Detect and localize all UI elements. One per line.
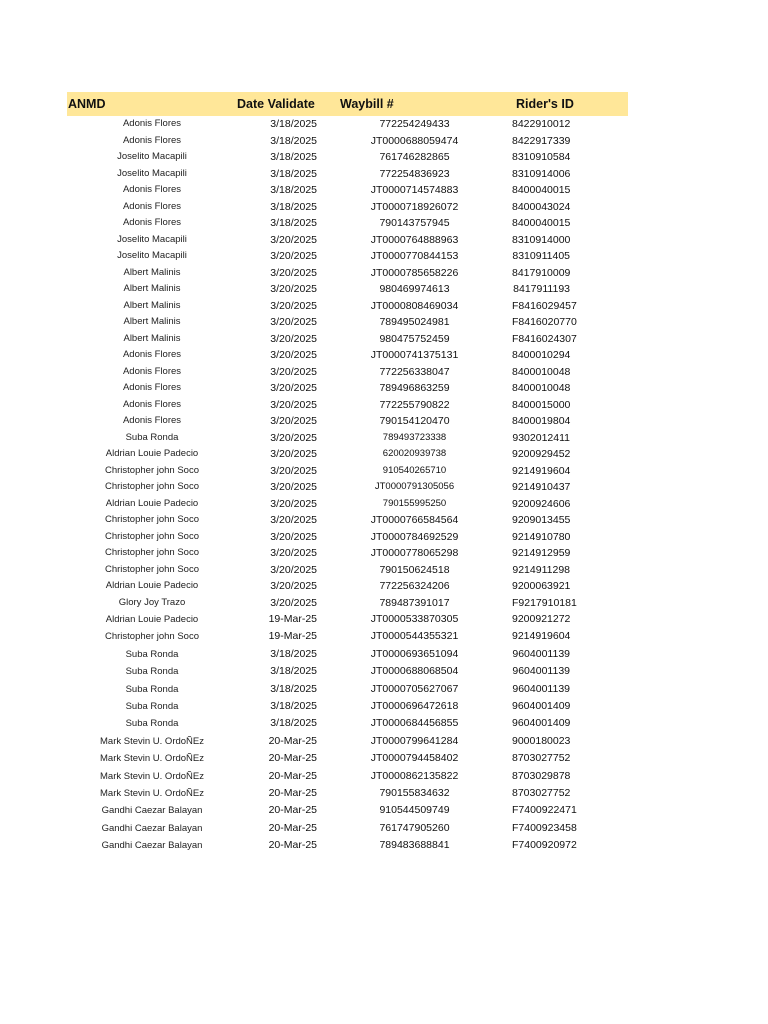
rider-id-cell[interactable]: 9214919604 [512, 464, 571, 477]
table-row [67, 768, 628, 785]
date-cell[interactable]: 20-Mar-25 [268, 839, 317, 852]
rider-id-cell[interactable]: 9604001409 [512, 717, 571, 730]
waybill-cell[interactable]: JT0000684456855 [370, 717, 459, 730]
waybill-cell[interactable]: JT0000696472618 [370, 700, 459, 713]
anmd-cell[interactable]: Aldrian Louie Padecio [105, 580, 199, 591]
rider-id-cell[interactable]: 8703029878 [512, 769, 571, 782]
waybill-cell[interactable]: 772256324206 [379, 580, 450, 592]
table-body [67, 116, 628, 855]
date-cell[interactable]: 20-Mar-25 [268, 769, 317, 782]
table-row [67, 479, 628, 496]
rider-id-cell[interactable]: 9200921272 [512, 613, 571, 625]
date-cell[interactable]: 3/18/2025 [270, 717, 317, 730]
waybill-cell[interactable]: JT0000791305056 [374, 481, 455, 492]
waybill-cell[interactable]: 761746282865 [379, 151, 450, 163]
waybill-cell[interactable]: JT0000693651094 [370, 647, 459, 660]
header-rider-id[interactable]: Rider's ID [512, 92, 628, 116]
anmd-cell[interactable]: Adonis Flores [122, 398, 182, 410]
table-row [67, 331, 628, 348]
table-row [67, 750, 628, 767]
date-cell[interactable]: 19-Mar-25 [268, 630, 317, 643]
rider-id-cell[interactable]: 8310914000 [512, 233, 571, 246]
date-cell[interactable]: 3/20/2025 [270, 448, 317, 460]
header-date-validate[interactable]: Date Validate [237, 92, 337, 116]
rider-id-cell[interactable]: 8703027752 [512, 752, 571, 765]
waybill-cell[interactable]: JT0000766584564 [370, 514, 459, 526]
table-row [67, 681, 628, 698]
anmd-cell[interactable]: Albert Malinis [123, 332, 181, 344]
waybill-cell[interactable]: JT0000785658226 [370, 266, 459, 279]
rider-id-cell[interactable]: 9000180023 [512, 734, 571, 747]
rider-id-cell[interactable]: F8416024307 [512, 332, 577, 345]
anmd-cell[interactable]: Adonis Flores [122, 415, 182, 426]
rider-id-cell[interactable]: 9200924606 [512, 497, 571, 510]
waybill-cell[interactable]: 789493723338 [382, 431, 447, 443]
table-row [67, 149, 628, 166]
rider-id-cell[interactable]: 8400040015 [512, 217, 571, 229]
rider-id-cell[interactable]: F7400920972 [512, 839, 577, 852]
waybill-cell[interactable]: 789495024981 [379, 316, 450, 328]
anmd-cell[interactable]: Christopher john Soco [105, 514, 199, 525]
waybill-cell[interactable]: JT0000778065298 [370, 547, 459, 559]
date-cell[interactable]: 3/20/2025 [270, 415, 317, 427]
rider-id-cell[interactable]: F8416029457 [512, 299, 577, 312]
table-row [67, 364, 628, 381]
date-cell[interactable]: 3/20/2025 [270, 398, 317, 411]
date-cell[interactable]: 3/20/2025 [270, 382, 317, 394]
date-cell[interactable]: 3/20/2025 [270, 299, 317, 312]
table-row [67, 715, 628, 732]
anmd-cell[interactable]: Joselito Macapili [117, 250, 187, 261]
table-row [67, 837, 628, 854]
anmd-cell[interactable]: Adonis Flores [122, 365, 182, 377]
rider-id-cell[interactable]: F8416020770 [512, 316, 577, 328]
table-row [67, 463, 628, 480]
date-cell[interactable]: 3/18/2025 [270, 118, 317, 130]
anmd-cell[interactable]: Adonis Flores [122, 382, 182, 393]
date-cell[interactable]: 3/18/2025 [270, 700, 317, 713]
rider-id-cell[interactable]: 8400010048 [512, 382, 571, 394]
anmd-cell[interactable]: Christopher john Soco [105, 563, 199, 575]
table-row [67, 413, 628, 430]
waybill-cell[interactable]: JT0000784692529 [370, 530, 459, 543]
waybill-cell[interactable]: JT0000770844153 [370, 250, 459, 262]
anmd-cell[interactable]: Suba Ronda [125, 666, 179, 678]
anmd-cell[interactable]: Gandhi Caezar Balayan [101, 840, 203, 852]
table-row [67, 698, 628, 715]
waybill-cell[interactable]: 761747905260 [379, 821, 450, 834]
rider-id-cell[interactable]: 8417910009 [512, 266, 571, 279]
rider-id-cell[interactable]: 9604001409 [512, 700, 571, 713]
table-row [67, 182, 628, 199]
rider-id-cell[interactable]: 8400043024 [512, 200, 571, 213]
rider-id-cell[interactable]: 8417911193 [513, 283, 570, 295]
table-row [67, 611, 628, 628]
anmd-cell[interactable]: Joselito Macapili [117, 233, 187, 245]
table-row [67, 733, 628, 750]
waybill-cell[interactable]: 789496863259 [379, 382, 450, 394]
date-cell[interactable]: 20-Mar-25 [268, 821, 317, 834]
anmd-cell[interactable]: Adonis Flores [122, 200, 182, 212]
waybill-cell[interactable]: 772254249433 [379, 118, 450, 130]
date-cell[interactable]: 20-Mar-25 [268, 734, 317, 747]
anmd-cell[interactable]: Christopher john Soco [105, 530, 199, 542]
anmd-cell[interactable]: Suba Ronda [125, 718, 179, 730]
date-cell[interactable]: 3/20/2025 [270, 563, 317, 576]
table-row [67, 802, 628, 819]
anmd-cell[interactable]: Suba Ronda [125, 701, 179, 713]
anmd-cell[interactable]: Mark Stevin U. OrdoÑEz [100, 788, 204, 800]
table-row [67, 215, 628, 232]
rider-id-cell[interactable]: 9214919604 [512, 630, 571, 643]
anmd-cell[interactable]: Mark Stevin U. OrdoÑEz [100, 770, 204, 782]
rider-id-cell[interactable]: 8422910012 [512, 118, 571, 130]
table-row [67, 446, 628, 463]
rider-id-cell[interactable]: 9214910780 [512, 530, 571, 543]
waybill-cell[interactable]: 790154120470 [379, 415, 450, 427]
date-cell[interactable]: 3/20/2025 [270, 596, 317, 609]
table-row [67, 595, 628, 612]
anmd-cell[interactable]: Gandhi Caezar Balayan [101, 822, 203, 834]
anmd-cell[interactable]: Joselito Macapili [117, 151, 187, 162]
rider-id-cell[interactable]: 8400040015 [512, 184, 571, 196]
rider-id-cell[interactable]: 9604001139 [512, 647, 570, 660]
rider-id-cell[interactable]: 8400010048 [512, 365, 571, 378]
spreadsheet [67, 92, 628, 855]
table-row [67, 166, 628, 183]
waybill-cell[interactable]: 790143757945 [379, 217, 450, 229]
table-row [67, 430, 628, 447]
anmd-cell[interactable]: Suba Ronda [125, 683, 179, 695]
anmd-cell[interactable]: Albert Malinis [123, 316, 181, 327]
date-cell[interactable]: 3/20/2025 [270, 250, 317, 262]
waybill-cell[interactable]: 772256338047 [379, 365, 450, 378]
rider-id-cell[interactable]: 8400010294 [512, 349, 571, 361]
table-row [67, 397, 628, 414]
anmd-cell[interactable]: Christopher john Soco [105, 631, 199, 643]
waybill-cell[interactable]: JT0000862135822 [370, 769, 459, 782]
table-row [67, 380, 628, 397]
waybill-cell[interactable]: 980469974613 [379, 283, 450, 295]
anmd-cell[interactable]: Adonis Flores [122, 134, 182, 146]
anmd-cell[interactable]: Adonis Flores [122, 184, 182, 195]
waybill-cell[interactable]: JT0000718926072 [370, 200, 459, 213]
table-row [67, 562, 628, 579]
rider-id-cell[interactable]: 9302012411 [512, 431, 570, 444]
table-row [67, 347, 628, 364]
anmd-cell[interactable]: Aldrian Louie Padecio [105, 614, 199, 625]
date-cell[interactable]: 3/18/2025 [270, 665, 317, 678]
table-row [67, 820, 628, 837]
table-row [67, 529, 628, 546]
date-cell[interactable]: 3/20/2025 [270, 365, 317, 378]
anmd-cell[interactable]: Adonis Flores [122, 217, 182, 228]
anmd-cell[interactable]: Gandhi Caezar Balayan [101, 805, 203, 817]
date-cell[interactable]: 3/20/2025 [270, 431, 317, 444]
rider-id-cell[interactable]: 9214911298 [512, 563, 570, 576]
rider-id-cell[interactable]: 8310914006 [512, 167, 571, 180]
table-row [67, 116, 628, 133]
waybill-table [67, 92, 628, 855]
waybill-cell[interactable]: 790155834632 [379, 787, 450, 800]
anmd-cell[interactable]: Joselito Macapili [117, 167, 187, 179]
waybill-cell[interactable]: JT0000533870305 [370, 613, 459, 625]
waybill-cell[interactable]: JT0000688068504 [370, 665, 459, 678]
rider-id-cell[interactable]: 8400019804 [512, 415, 571, 427]
date-cell[interactable]: 3/18/2025 [270, 217, 317, 229]
date-cell[interactable]: 3/20/2025 [270, 266, 317, 279]
anmd-cell[interactable]: Albert Malinis [123, 266, 181, 278]
date-cell[interactable]: 3/18/2025 [270, 134, 317, 147]
rider-id-cell[interactable]: 8703027752 [512, 787, 571, 800]
waybill-cell[interactable]: 910544509749 [379, 804, 450, 817]
rider-id-cell[interactable]: 9209013455 [512, 514, 571, 526]
date-cell[interactable]: 3/18/2025 [270, 184, 317, 196]
rider-id-cell[interactable]: 8310910584 [512, 151, 571, 163]
date-cell[interactable]: 3/18/2025 [270, 200, 317, 213]
anmd-cell[interactable]: Christopher john Soco [105, 464, 199, 476]
waybill-cell[interactable]: JT0000688059474 [370, 134, 459, 147]
waybill-cell[interactable]: 790150624518 [379, 563, 450, 576]
waybill-cell[interactable]: 620020939738 [382, 448, 447, 459]
date-cell[interactable]: 20-Mar-25 [268, 804, 317, 817]
rider-id-cell[interactable]: 9214912959 [512, 547, 571, 559]
anmd-cell[interactable]: Adonis Flores [122, 349, 182, 360]
table-row [67, 314, 628, 331]
table-row [67, 248, 628, 265]
waybill-cell[interactable]: 772255790822 [379, 398, 450, 411]
anmd-cell[interactable]: Aldrian Louie Padecio [105, 448, 199, 459]
date-cell[interactable]: 3/20/2025 [270, 481, 317, 493]
header-anmd[interactable]: ANMD [67, 92, 237, 116]
rider-id-cell[interactable]: 9200929452 [512, 448, 571, 460]
waybill-cell[interactable]: JT0000741375131 [370, 349, 459, 361]
table-row [67, 298, 628, 315]
table-row [67, 512, 628, 529]
anmd-cell[interactable]: Glory Joy Trazo [118, 596, 186, 608]
anmd-cell[interactable]: Mark Stevin U. OrdoÑEz [100, 735, 204, 747]
date-cell[interactable]: 3/20/2025 [270, 233, 317, 246]
waybill-cell[interactable]: JT0000544355321 [370, 630, 459, 643]
header-row [67, 92, 628, 116]
date-cell[interactable]: 3/20/2025 [270, 530, 317, 543]
table-row [67, 628, 628, 645]
rider-id-cell[interactable]: F7400923458 [512, 821, 577, 834]
date-cell[interactable]: 3/20/2025 [270, 547, 317, 559]
waybill-cell[interactable]: JT0000799641284 [370, 734, 459, 747]
rider-id-cell[interactable]: 8400015000 [512, 398, 571, 411]
date-cell[interactable]: 3/18/2025 [270, 167, 317, 180]
date-cell[interactable]: 3/20/2025 [270, 349, 317, 361]
anmd-cell[interactable]: Christopher john Soco [105, 547, 199, 558]
anmd-cell[interactable]: Christopher john Soco [105, 481, 199, 492]
date-cell[interactable]: 3/20/2025 [270, 316, 317, 328]
waybill-cell[interactable]: JT0000794458402 [370, 752, 459, 765]
table-row [67, 281, 628, 298]
table-row [67, 496, 628, 513]
date-cell[interactable]: 20-Mar-25 [268, 752, 317, 765]
waybill-cell[interactable]: JT0000764888963 [370, 233, 459, 246]
date-cell[interactable]: 3/20/2025 [270, 580, 317, 592]
date-cell[interactable]: 3/18/2025 [270, 682, 317, 695]
anmd-cell[interactable]: Suba Ronda [125, 431, 179, 443]
date-cell[interactable]: 19-Mar-25 [268, 613, 317, 625]
date-cell[interactable]: 20-Mar-25 [268, 787, 317, 800]
table-row [67, 545, 628, 562]
rider-id-cell[interactable]: F9217910181 [512, 596, 577, 609]
table-row [67, 133, 628, 150]
anmd-cell[interactable]: Albert Malinis [123, 283, 181, 294]
anmd-cell[interactable]: Suba Ronda [125, 648, 179, 660]
waybill-cell[interactable]: 789483688841 [379, 839, 450, 852]
waybill-cell[interactable]: 790155995250 [382, 497, 447, 509]
anmd-cell[interactable]: Mark Stevin U. OrdoÑEz [100, 753, 204, 765]
waybill-cell[interactable]: 980475752459 [379, 332, 450, 345]
rider-id-cell[interactable]: F7400922471 [512, 804, 577, 817]
waybill-cell[interactable]: 789487391017 [379, 596, 450, 609]
waybill-cell[interactable]: 910540265710 [382, 464, 447, 476]
table-row [67, 232, 628, 249]
date-cell[interactable]: 3/20/2025 [270, 332, 317, 345]
table-row [67, 663, 628, 680]
table-row [67, 785, 628, 802]
waybill-cell[interactable]: JT0000705627067 [370, 682, 459, 695]
waybill-cell[interactable]: 772254836923 [379, 167, 450, 180]
table-row [67, 199, 628, 216]
anmd-cell[interactable]: Albert Malinis [123, 299, 181, 311]
date-cell[interactable]: 3/20/2025 [270, 464, 317, 477]
date-cell[interactable]: 3/20/2025 [270, 514, 317, 526]
waybill-cell[interactable]: JT0000714574883 [370, 184, 459, 196]
table-row [67, 265, 628, 282]
date-cell[interactable]: 3/20/2025 [270, 283, 317, 295]
anmd-cell[interactable]: Aldrian Louie Padecio [105, 497, 199, 509]
waybill-cell[interactable]: JT0000808469034 [370, 299, 459, 312]
rider-id-cell[interactable]: 9604001139 [512, 682, 570, 695]
header-waybill[interactable]: Waybill # [337, 92, 512, 116]
table-row [67, 578, 628, 595]
rider-id-cell[interactable]: 9200063921 [512, 580, 571, 592]
rider-id-cell[interactable]: 8422917339 [512, 134, 571, 147]
date-cell[interactable]: 3/18/2025 [270, 151, 317, 163]
date-cell[interactable]: 3/20/2025 [270, 497, 317, 510]
table-row [67, 646, 628, 663]
date-cell[interactable]: 3/18/2025 [270, 647, 317, 660]
rider-id-cell[interactable]: 8310911405 [512, 250, 570, 262]
rider-id-cell[interactable]: 9214910437 [512, 481, 571, 493]
anmd-cell[interactable]: Adonis Flores [122, 118, 182, 129]
rider-id-cell[interactable]: 9604001139 [512, 665, 570, 678]
